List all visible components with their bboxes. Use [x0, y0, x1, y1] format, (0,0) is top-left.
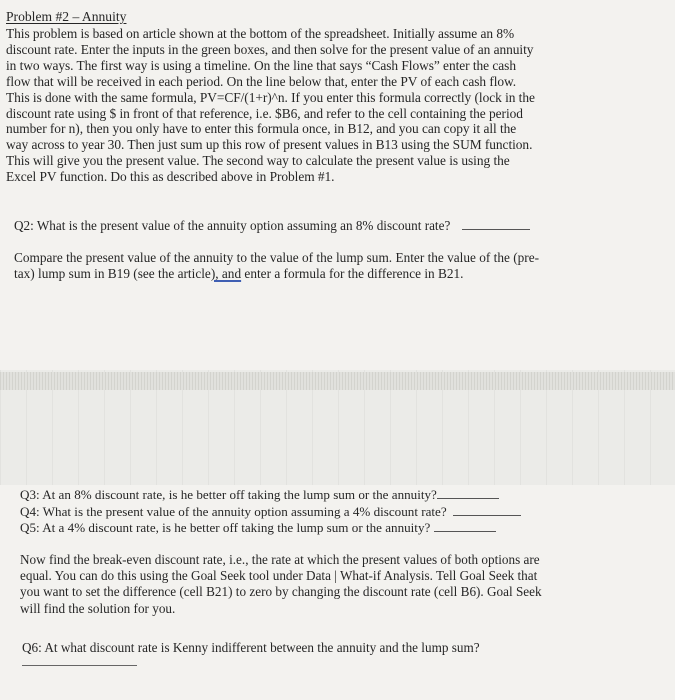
problem-section	[6, 8, 668, 185]
breakeven-paragraph	[20, 552, 660, 617]
compare-line-2-tail: enter a formula for the difference in B21.	[241, 266, 464, 281]
intro-line: in two ways. The first way is using a timeline. On the line that says “Cash Flows” enter the cash	[6, 57, 516, 73]
intro-line: discount rate. Enter the inputs in the green boxes, and then solve for the present value of an annuity	[6, 41, 534, 57]
question-5-text: Q5: At a 4% discount rate, is he better off taking the lump sum or the annuity?	[20, 520, 431, 536]
spreadsheet-gridline-band	[0, 372, 675, 390]
answer-blank-q5[interactable]	[434, 519, 496, 532]
article-link[interactable]: ), and	[210, 266, 242, 281]
breakeven-line: you want to set the difference (cell B21) to zero by changing the discount rate (cell B6). Goal Seek	[20, 584, 542, 600]
intro-line: Excel PV function. Do this as described above in Problem #1.	[6, 169, 335, 185]
intro-line: This will give you the present value. The second way to calculate the present value is using the	[6, 153, 510, 169]
problem-title: Problem #2 – Annuity	[6, 9, 127, 24]
breakeven-line: equal. You can do this using the Goal Seek tool under Data | What-if Analysis. Tell Goal Seek that	[20, 568, 538, 584]
question-3-text: Q3: At an 8% discount rate, is he better off taking the lump sum or the annuity?	[20, 487, 437, 502]
question-2	[14, 217, 530, 234]
intro-line: way across to year 30. Then just sum up this row of present values in B13 using the SUM function.	[6, 137, 533, 153]
compare-line-1: Compare the present value of the annuity to the value of the lump sum. Enter the value of the (pre-	[14, 250, 540, 265]
answer-blank-q3[interactable]	[437, 486, 499, 499]
compare-line-2-text: tax) lump sum in B19 (see the article	[14, 266, 211, 281]
intro-line: flow that will be received in each period. On the line below that, enter the PV of each cash flow.	[6, 73, 517, 89]
compare-paragraph	[14, 250, 664, 282]
intro-paragraph	[6, 26, 668, 185]
intro-line: This problem is based on article shown at the bottom of the spreadsheet. Initially assume an 8%	[6, 26, 515, 41]
answer-blank-q4[interactable]	[453, 503, 521, 516]
question-4-text: Q4: What is the present value of the annuity option assuming a 4% discount rate?	[20, 503, 447, 519]
compare-line-2	[14, 266, 664, 282]
intro-line: discount rate using $ in front of that reference, i.e. $B6, and refer to the cell containing the period	[6, 105, 523, 121]
question-6: Q6: At what discount rate is Kenny indifferent between the annuity and the lump sum?	[22, 640, 480, 655]
intro-line: number for n), then you only have to enter this formula once, in B12, and you can copy it all the	[6, 121, 517, 137]
question-4	[20, 503, 521, 520]
intro-line: This is done with the same formula, PV=CF/(1+r)^n. If you enter this formula correctly (lock in the	[6, 89, 535, 105]
question-3	[20, 486, 521, 503]
answer-blank-q2[interactable]	[462, 217, 530, 230]
breakeven-line: Now find the break-even discount rate, i.e., the rate at which the present values of both options are	[20, 552, 540, 567]
question-5	[20, 519, 521, 536]
breakeven-line: will find the solution for you.	[20, 600, 176, 616]
question-2-text: Q2: What is the present value of the annuity option assuming an 8% discount rate?	[14, 218, 451, 233]
questions-3-5	[20, 486, 521, 536]
answer-blank-q6[interactable]	[22, 665, 137, 666]
